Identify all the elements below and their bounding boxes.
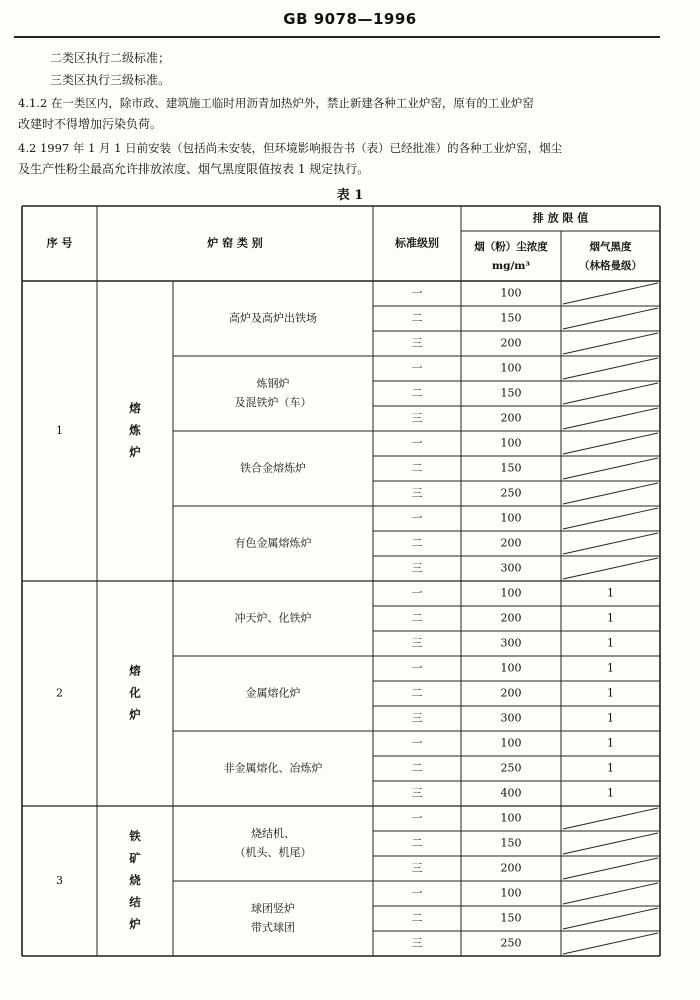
cell-standard-level: 二 (411, 386, 423, 400)
cell-kiln-type: （机头、机尾） (234, 846, 312, 859)
cell-kiln-type: 球团竖炉 (251, 902, 295, 915)
cell-not-applicable-diagonal (563, 433, 658, 454)
header-seq: 序 号 (46, 236, 73, 250)
cell-dust-concentration: 300 (500, 711, 522, 725)
cell-smoke-blackness: 1 (607, 611, 614, 625)
cell-not-applicable-diagonal (563, 308, 658, 329)
cell-standard-level: 一 (411, 586, 423, 600)
cell-dust-concentration: 300 (500, 636, 522, 650)
cell-kiln-type: 烧结机、 (251, 827, 295, 840)
standard-code-header: GB 9078—1996 (283, 10, 417, 28)
cell-kiln-type: 金属熔化炉 (245, 686, 301, 700)
clause-4-1-2-line-2: 改建时不得增加污染负荷。 (18, 117, 163, 131)
clause-4-2-line-2: 及生产性粉尘最高允许排放浓度、烟气黑度限值按表 1 规定执行。 (18, 162, 370, 176)
cell-kiln-group-char: 结 (129, 895, 141, 909)
cell-standard-level: 三 (411, 636, 423, 650)
cell-kiln-type: 有色金属熔炼炉 (234, 536, 312, 550)
cell-kiln-group-char: 炉 (129, 445, 141, 459)
cell-smoke-blackness: 1 (607, 636, 614, 650)
cell-dust-concentration: 100 (500, 586, 522, 600)
cell-kiln-group-char: 铁 (129, 829, 141, 843)
cell-smoke-blackness: 1 (607, 686, 614, 700)
header-dust-concentration: 烟（粉）尘浓度 (474, 241, 548, 253)
cell-not-applicable-diagonal (563, 283, 658, 304)
cell-dust-concentration: 200 (500, 411, 522, 425)
cell-standard-level: 三 (411, 411, 423, 425)
cell-not-applicable-diagonal (563, 858, 658, 879)
cell-not-applicable-diagonal (563, 558, 658, 579)
header-category: 炉 窑 类 别 (207, 236, 263, 250)
cell-smoke-blackness: 1 (607, 786, 614, 800)
cell-kiln-type: 带式球团 (251, 921, 295, 934)
cell-not-applicable-diagonal (563, 908, 658, 929)
header-dust-unit: mg/m³ (492, 260, 530, 272)
cell-dust-concentration: 100 (500, 661, 522, 675)
cell-smoke-blackness: 1 (607, 761, 614, 775)
cell-standard-level: 二 (411, 461, 423, 475)
cell-seq-number: 1 (56, 424, 63, 437)
cell-not-applicable-diagonal (563, 533, 658, 554)
cell-smoke-blackness: 1 (607, 661, 614, 675)
cell-standard-level: 一 (411, 736, 423, 750)
cell-kiln-type: 及混铁炉（车） (234, 396, 312, 409)
cell-kiln-type: 高炉及高炉出铁场 (229, 311, 317, 325)
table-caption: 表 1 (336, 188, 364, 203)
cell-not-applicable-diagonal (563, 933, 658, 954)
cell-not-applicable-diagonal (563, 408, 658, 429)
cell-standard-level: 三 (411, 786, 423, 800)
cell-kiln-group-char: 熔 (129, 401, 141, 415)
cell-dust-concentration: 150 (500, 461, 522, 475)
cell-smoke-blackness: 1 (607, 711, 614, 725)
cell-standard-level: 一 (411, 886, 423, 900)
cell-standard-level: 二 (411, 836, 423, 850)
intro-line-1: 二类区执行二级标准； (50, 51, 171, 65)
cell-not-applicable-diagonal (563, 833, 658, 854)
cell-not-applicable-diagonal (563, 483, 658, 504)
cell-dust-concentration: 100 (500, 811, 522, 825)
cell-standard-level: 三 (411, 936, 423, 950)
cell-standard-level: 一 (411, 286, 423, 300)
cell-not-applicable-diagonal (563, 808, 658, 829)
cell-standard-level: 二 (411, 536, 423, 550)
cell-dust-concentration: 300 (500, 561, 522, 575)
cell-dust-concentration: 150 (500, 911, 522, 925)
cell-dust-concentration: 150 (500, 836, 522, 850)
header-level: 标准级别 (395, 236, 439, 250)
cell-standard-level: 三 (411, 336, 423, 350)
cell-standard-level: 三 (411, 561, 423, 575)
cell-dust-concentration: 400 (500, 786, 522, 800)
cell-dust-concentration: 250 (500, 936, 522, 950)
cell-not-applicable-diagonal (563, 383, 658, 404)
cell-dust-concentration: 200 (500, 611, 522, 625)
cell-dust-concentration: 200 (500, 686, 522, 700)
cell-dust-concentration: 150 (500, 311, 522, 325)
clause-4-1-2-line-1: 4.1.2 在一类区内，除市政、建筑施工临时用沥青加热炉外，禁止新建各种工业炉窑，原有的工业炉窑 (18, 96, 534, 110)
cell-kiln-group-char: 烧 (129, 873, 141, 887)
cell-standard-level: 一 (411, 436, 423, 450)
cell-kiln-type: 非金属熔化、冶炼炉 (223, 761, 323, 775)
cell-kiln-group-char: 化 (129, 685, 141, 700)
cell-dust-concentration: 250 (500, 486, 522, 500)
cell-dust-concentration: 200 (500, 336, 522, 350)
cell-kiln-type: 铁合金熔炼炉 (240, 461, 306, 475)
cell-smoke-blackness: 1 (607, 586, 614, 600)
cell-not-applicable-diagonal (563, 358, 658, 379)
cell-dust-concentration: 250 (500, 761, 522, 775)
cell-not-applicable-diagonal (563, 883, 658, 904)
cell-standard-level: 二 (411, 761, 423, 775)
header-limits: 排 放 限 值 (532, 211, 589, 225)
cell-dust-concentration: 200 (500, 861, 522, 875)
clause-4-2-line-1: 4.2 1997 年 1 月 1 日前安装（包括尚未安装，但环境影响报告书（表）已经批准）的各种工业炉窑，烟尘 (18, 141, 563, 155)
cell-dust-concentration: 200 (500, 536, 522, 550)
cell-seq-number: 2 (56, 686, 63, 700)
cell-standard-level: 二 (411, 311, 423, 325)
cell-dust-concentration: 100 (500, 511, 522, 525)
cell-kiln-type: 炼钢炉 (256, 377, 290, 390)
cell-standard-level: 一 (411, 511, 423, 525)
cell-kiln-group-char: 炼 (129, 423, 141, 437)
cell-dust-concentration: 100 (500, 436, 522, 450)
cell-dust-concentration: 100 (500, 736, 522, 750)
cell-standard-level: 三 (411, 711, 423, 725)
cell-standard-level: 三 (411, 486, 423, 500)
cell-kiln-group-char: 熔 (129, 663, 141, 678)
header-ringelmann-grade: （林格曼级） (579, 260, 642, 272)
cell-kiln-group-char: 炉 (129, 707, 141, 722)
cell-smoke-blackness: 1 (607, 736, 614, 750)
cell-not-applicable-diagonal (563, 508, 658, 529)
cell-dust-concentration: 100 (500, 361, 522, 375)
cell-dust-concentration: 150 (500, 386, 522, 400)
cell-not-applicable-diagonal (563, 333, 658, 354)
cell-standard-level: 一 (411, 811, 423, 825)
cell-standard-level: 二 (411, 611, 423, 625)
cell-seq-number: 3 (56, 874, 63, 887)
header-smoke-blackness: 烟气黑度 (589, 241, 632, 253)
cell-dust-concentration: 100 (500, 886, 522, 900)
cell-kiln-group-char: 矿 (129, 851, 141, 865)
cell-kiln-group-char: 炉 (129, 917, 141, 931)
cell-standard-level: 一 (411, 361, 423, 375)
intro-line-2: 三类区执行三级标准。 (50, 73, 171, 87)
cell-standard-level: 二 (411, 911, 423, 925)
cell-standard-level: 三 (411, 861, 423, 875)
cell-standard-level: 一 (411, 661, 423, 675)
cell-not-applicable-diagonal (563, 458, 658, 479)
cell-standard-level: 二 (411, 686, 423, 700)
cell-kiln-type: 冲天炉、化铁炉 (234, 611, 312, 625)
cell-dust-concentration: 100 (500, 286, 522, 300)
